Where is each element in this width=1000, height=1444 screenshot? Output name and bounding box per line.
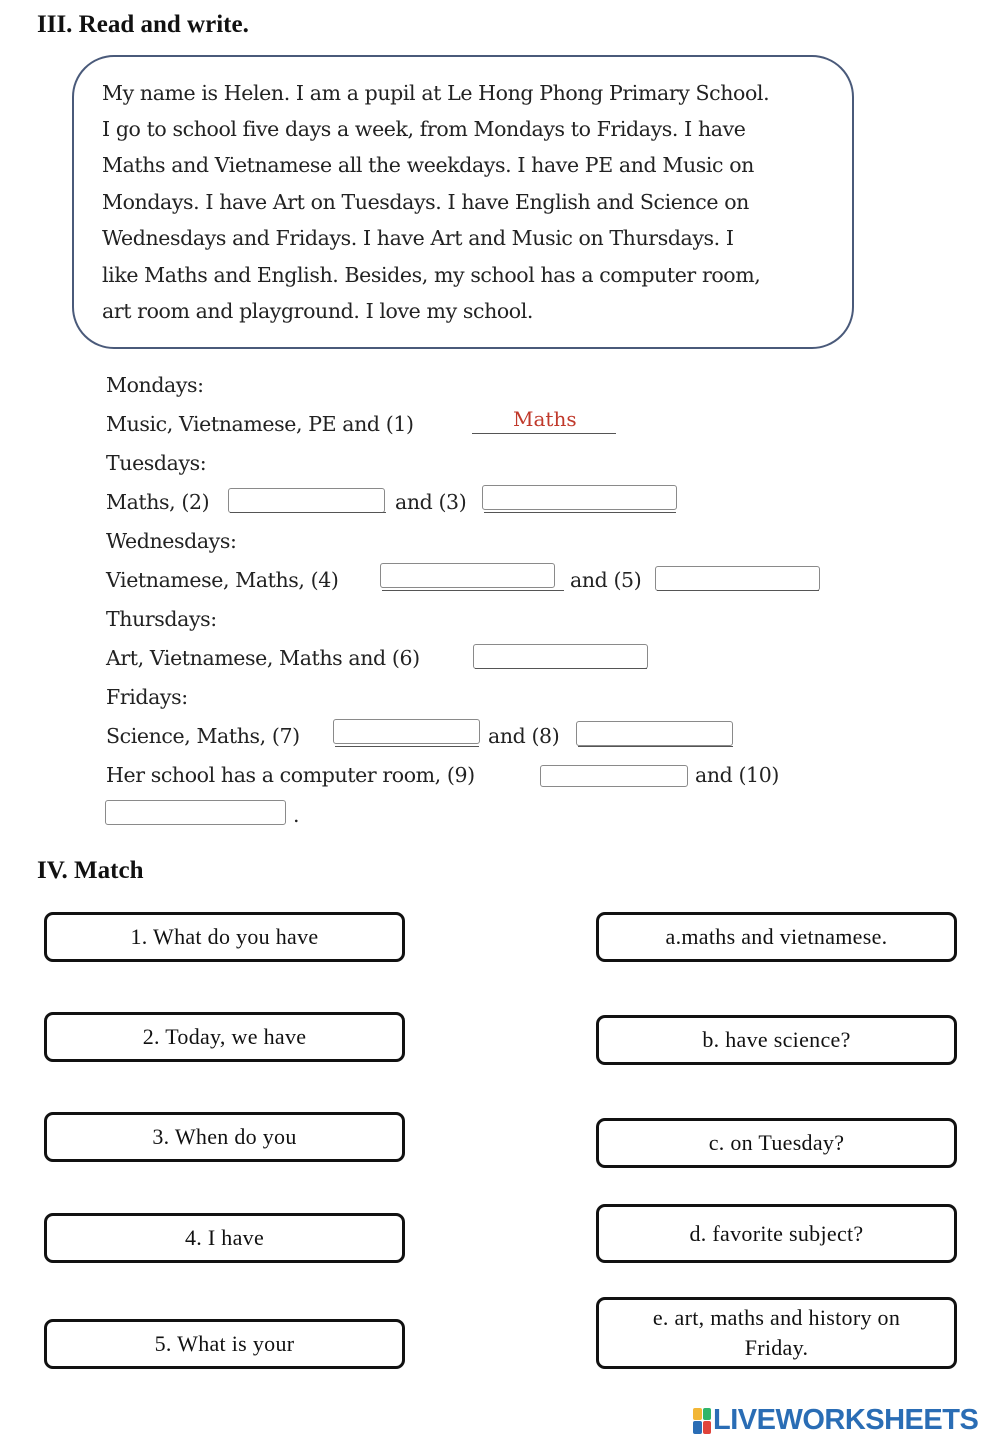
liveworksheets-logo-icon <box>693 1408 711 1434</box>
school-text: Her school has a computer room, (9) <box>106 763 475 787</box>
fridays-text: Science, Maths, (7) <box>106 724 300 748</box>
match-right-b[interactable]: b. have science? <box>596 1015 957 1065</box>
match-left-4[interactable]: 4. I have <box>44 1213 405 1263</box>
section-4-title: IV. Match <box>37 857 144 884</box>
passage-line-2: I go to school five days a week, from Mondays to Fridays. I have <box>102 117 746 141</box>
answer-1-underline <box>472 433 616 434</box>
answer-2-underline <box>230 512 386 513</box>
match-left-1[interactable]: 1. What do you have <box>44 912 405 962</box>
match-left-3[interactable]: 3. When do you <box>44 1112 405 1162</box>
answer-9-input[interactable] <box>540 765 688 787</box>
match-left-2[interactable]: 2. Today, we have <box>44 1012 405 1062</box>
and-8-label: and (8) <box>488 724 560 748</box>
match-left-5[interactable]: 5. What is your <box>44 1319 405 1369</box>
answer-10-input[interactable] <box>105 800 286 825</box>
answer-7-input[interactable] <box>333 719 480 744</box>
match-right-d[interactable]: d. favorite subject? <box>596 1204 957 1263</box>
wednesdays-text: Vietnamese, Maths, (4) <box>106 568 339 592</box>
passage-line-1: My name is Helen. I am a pupil at Le Hong Phong Primary School. <box>102 81 770 105</box>
passage-line-4: Mondays. I have Art on Tuesdays. I have English and Science on <box>102 190 749 214</box>
passage-line-6: like Maths and English. Besides, my school has a computer room, <box>102 263 761 287</box>
match-right-a[interactable]: a.maths and vietnamese. <box>596 912 957 962</box>
thursdays-label: Thursdays: <box>106 607 217 631</box>
fridays-label: Fridays: <box>106 685 188 709</box>
sentence-period: . <box>293 803 300 827</box>
answer-4-underline <box>382 590 564 591</box>
answer-2-input[interactable] <box>228 488 385 513</box>
liveworksheets-logo <box>693 1404 978 1437</box>
answer-8-underline <box>578 746 733 747</box>
and-3-label: and (3) <box>395 490 467 514</box>
passage-line-7: art room and playground. I love my school. <box>102 299 534 323</box>
answer-1-sample: Maths <box>513 407 577 431</box>
mondays-text: Music, Vietnamese, PE and (1) <box>106 412 414 436</box>
and-10-label: and (10) <box>695 763 779 787</box>
answer-5-input[interactable] <box>655 566 820 591</box>
answer-7-underline <box>335 746 479 747</box>
wednesdays-label: Wednesdays: <box>106 529 237 553</box>
passage-line-3: Maths and Vietnamese all the weekdays. I have PE and Music on <box>102 153 754 177</box>
tuesdays-text: Maths, (2) <box>106 490 210 514</box>
answer-3-underline <box>484 512 676 513</box>
liveworksheets-logo-text: LIVEWORKSHEETS <box>713 1404 979 1436</box>
section-3-title: III. Read and write. <box>37 11 249 38</box>
answer-6-underline <box>475 668 647 669</box>
answer-4-input[interactable] <box>380 563 555 588</box>
mondays-label: Mondays: <box>106 373 204 397</box>
passage-line-5: Wednesdays and Fridays. I have Art and Music on Thursdays. I <box>102 226 734 250</box>
and-5-label: and (5) <box>570 568 642 592</box>
match-right-c[interactable]: c. on Tuesday? <box>596 1118 957 1168</box>
thursdays-text: Art, Vietnamese, Maths and (6) <box>106 646 420 670</box>
answer-6-input[interactable] <box>473 644 648 669</box>
answer-8-input[interactable] <box>576 721 733 746</box>
answer-3-input[interactable] <box>482 485 677 510</box>
answer-5-underline <box>657 590 819 591</box>
tuesdays-label: Tuesdays: <box>106 451 207 475</box>
match-right-e[interactable]: e. art, maths and history on Friday. <box>596 1297 957 1369</box>
